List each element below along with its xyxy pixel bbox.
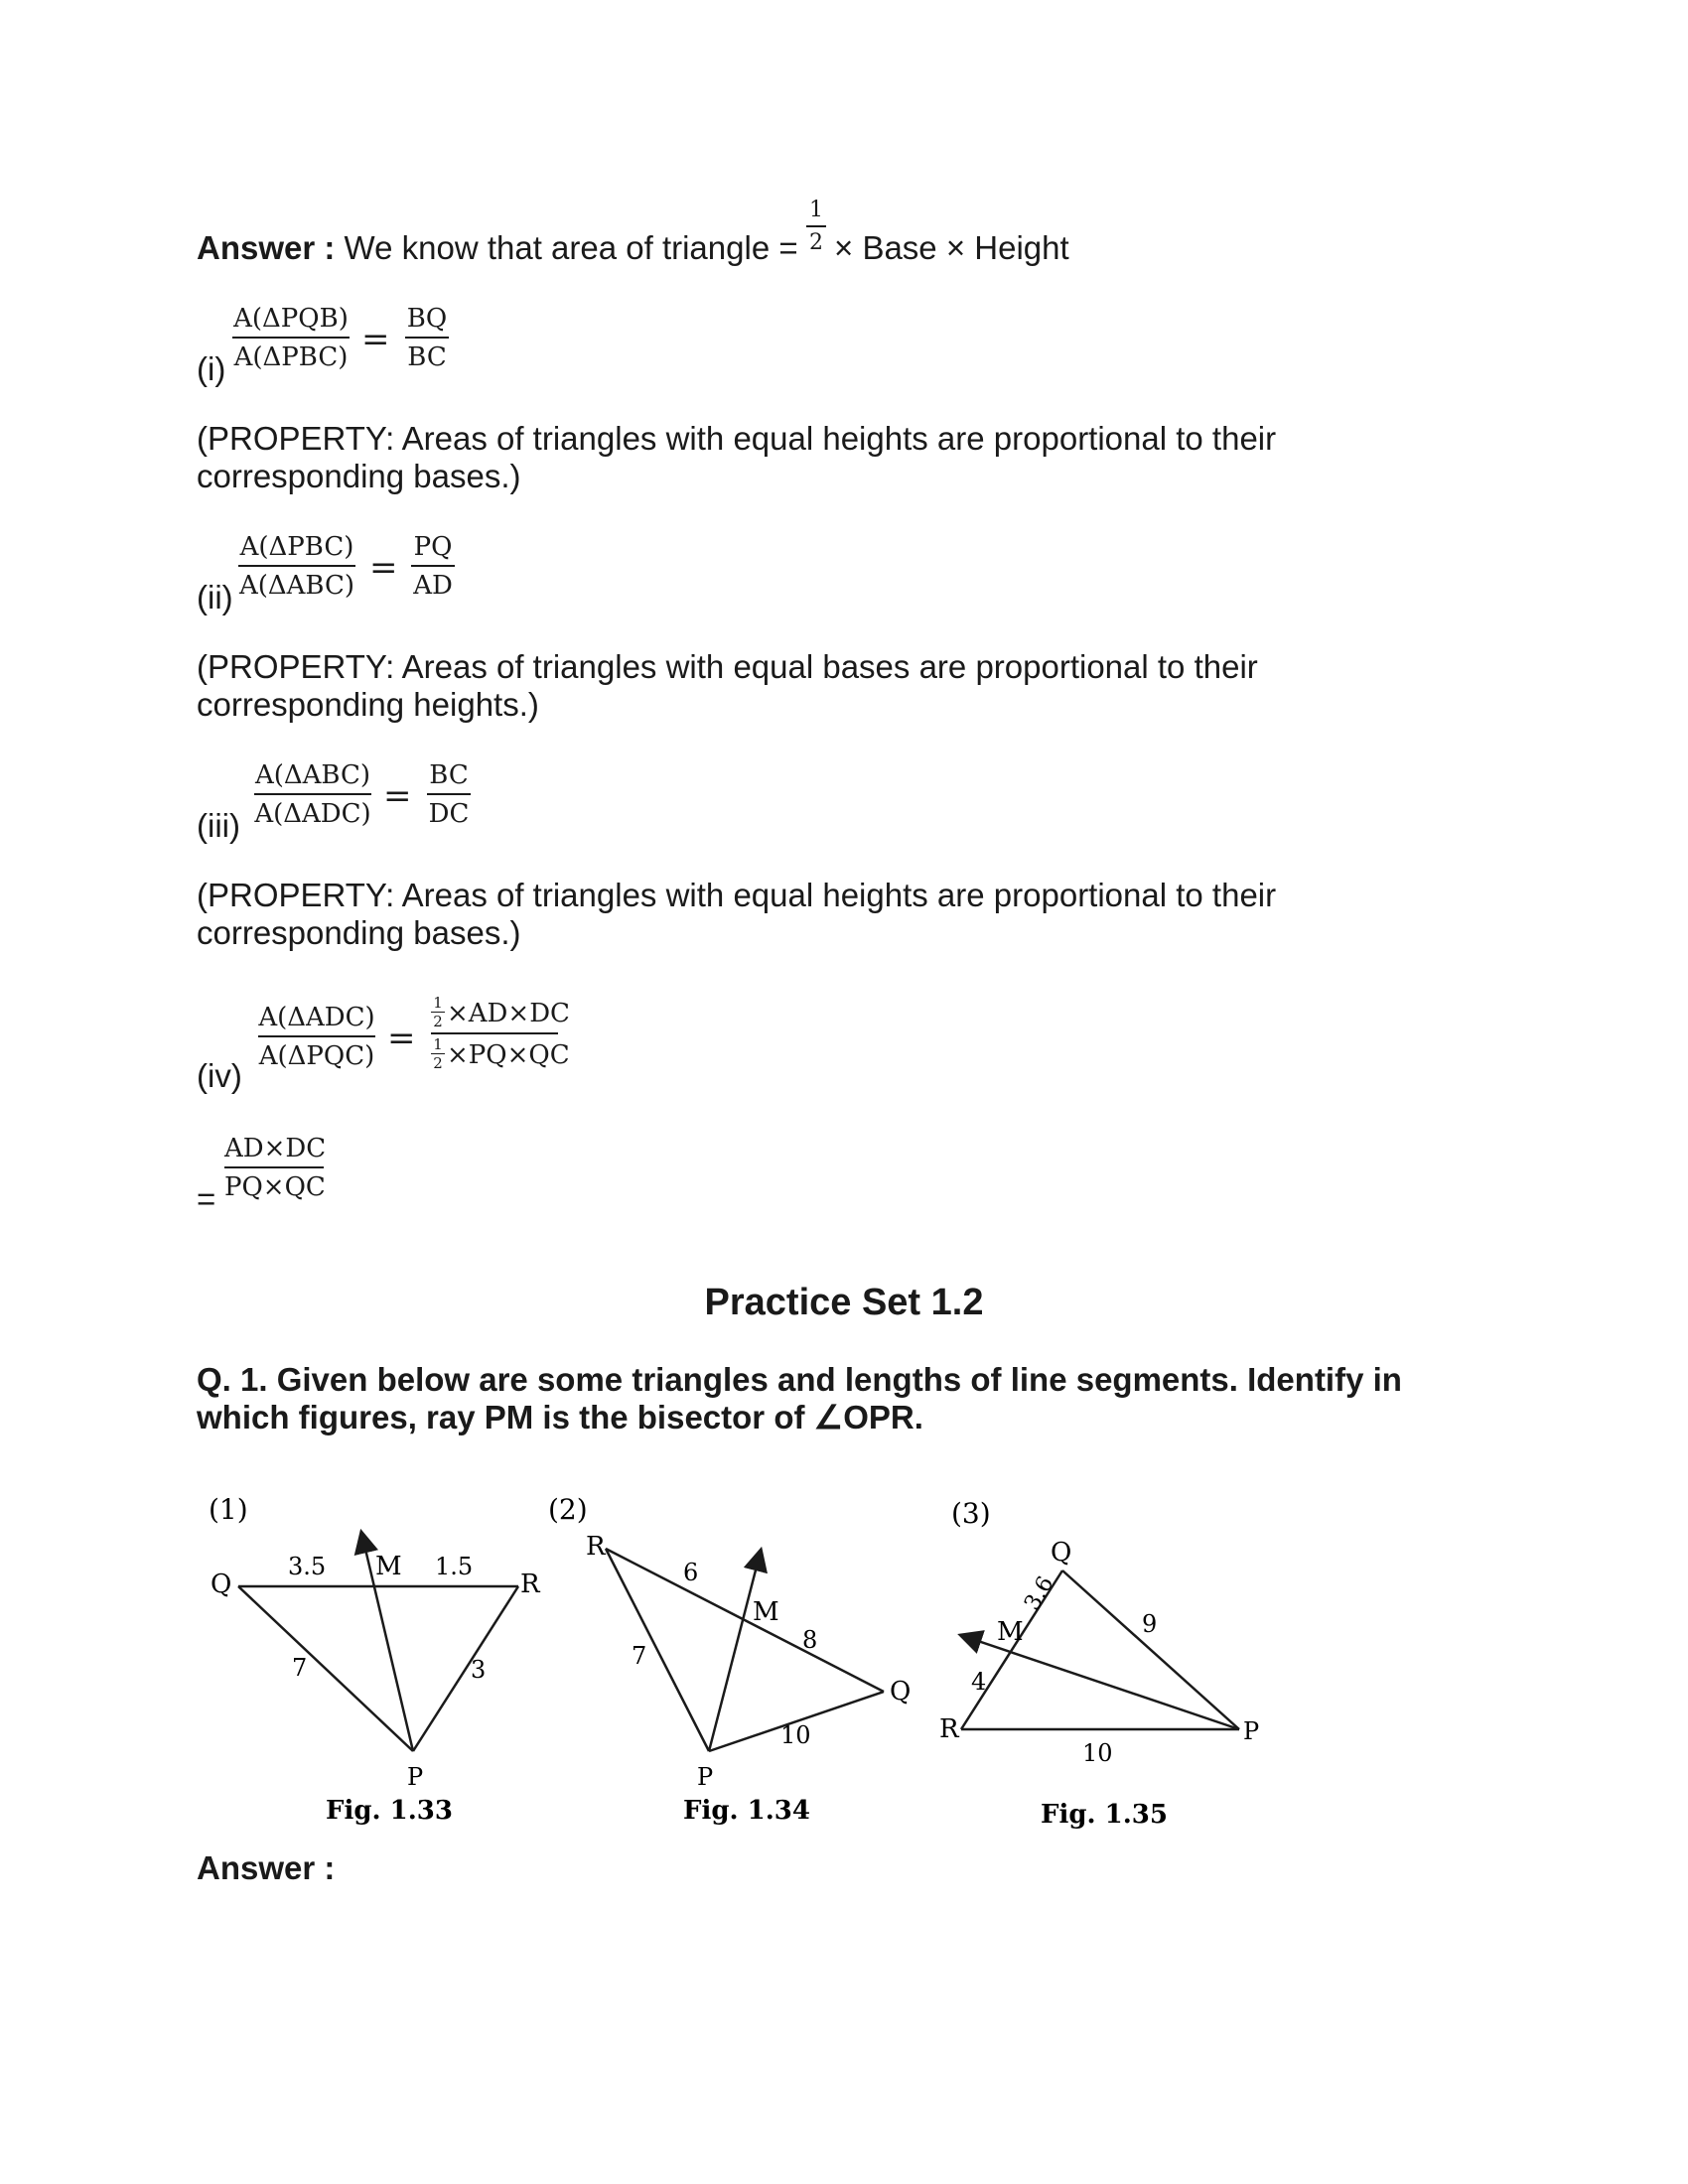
lhs-denominator: A(ΔPBC) <box>233 342 349 372</box>
item-marker-ii: (ii) <box>197 579 233 615</box>
figure-3 <box>939 1497 1259 1830</box>
vertex-p: P <box>1243 1717 1260 1745</box>
side-rq <box>606 1549 884 1692</box>
vertex-q: Q <box>211 1570 232 1599</box>
answer-label: Answer : <box>197 229 336 266</box>
half-numerator: 1 <box>433 994 443 1012</box>
vertex-m: M <box>375 1552 402 1581</box>
rhs-numerator: PQ <box>413 532 453 562</box>
length-qp: 7 <box>292 1654 308 1682</box>
item-marker-iv: (iv) <box>197 1057 242 1094</box>
length-mr: 4 <box>971 1668 987 1696</box>
vertex-q: Q <box>890 1677 912 1706</box>
vertex-p: P <box>407 1763 424 1791</box>
property-line: (PROPERTY: Areas of triangles with equal bases are proportional to their <box>197 648 1258 685</box>
vertex-r: R <box>939 1714 959 1744</box>
side-qp <box>1062 1570 1239 1729</box>
vertex-m: M <box>997 1617 1024 1647</box>
length-qm: 3.6 <box>1020 1571 1059 1615</box>
half-denominator: 2 <box>809 230 823 255</box>
lhs-numerator: A(ΔPQB) <box>233 304 349 334</box>
length-rp: 7 <box>632 1642 647 1670</box>
result-equals: = <box>197 1180 216 1217</box>
half-numerator: 1 <box>433 1035 443 1053</box>
lhs-denominator: A(ΔABC) <box>238 571 355 601</box>
lhs-numerator: A(ΔABC) <box>254 760 371 790</box>
property-line: (PROPERTY: Areas of triangles with equal heights are proportional to their <box>197 420 1277 457</box>
length-qp: 9 <box>1142 1610 1158 1638</box>
property-line: corresponding bases.) <box>197 914 521 951</box>
length-mr: 1.5 <box>435 1553 474 1580</box>
lhs-numerator: A(ΔPBC) <box>239 532 354 562</box>
lhs-denominator: A(ΔPQC) <box>258 1041 375 1071</box>
property-line: (PROPERTY: Areas of triangles with equal heights are proportional to their <box>197 877 1277 913</box>
rhs-numerator-rest: ×AD×DC <box>447 999 570 1028</box>
item-marker-iii: (iii) <box>197 807 240 844</box>
rhs-denominator: BC <box>407 342 447 372</box>
length-rm: 6 <box>683 1559 699 1586</box>
figure-caption: Fig. 1.34 <box>683 1796 810 1826</box>
vertex-q: Q <box>1051 1538 1072 1568</box>
area-formula-text: We know that area of triangle = <box>344 229 798 266</box>
figure-caption: Fig. 1.33 <box>326 1796 453 1826</box>
figure-number: (1) <box>209 1493 248 1526</box>
side-qp <box>238 1586 413 1751</box>
equals-sign: = <box>361 320 390 359</box>
section-title: Practice Set 1.2 <box>704 1282 984 1323</box>
figure-1 <box>209 1493 541 1826</box>
result-denominator: PQ×QC <box>224 1172 326 1202</box>
figure-number: (2) <box>548 1493 588 1526</box>
half-numerator: 1 <box>809 198 823 222</box>
side-rp <box>413 1586 518 1751</box>
length-pq: 10 <box>780 1721 811 1749</box>
half-denominator: 2 <box>433 1054 443 1072</box>
area-formula-tail: × Base × Height <box>834 229 1069 266</box>
rhs-numerator: BQ <box>406 304 448 334</box>
vertex-p: P <box>697 1763 714 1791</box>
question-line: Q. 1. Given below are some triangles and lengths of line segments. Identify in <box>197 1361 1402 1398</box>
half-denominator: 2 <box>433 1013 443 1030</box>
item-marker-i: (i) <box>197 350 226 387</box>
equals-sign: = <box>383 776 412 816</box>
result-numerator: AD×DC <box>224 1134 327 1163</box>
property-line: corresponding bases.) <box>197 458 521 494</box>
vertex-r: R <box>586 1532 606 1562</box>
lhs-numerator: A(ΔADC) <box>258 1003 375 1032</box>
rhs-denominator-rest: ×PQ×QC <box>447 1040 570 1070</box>
lhs-denominator: A(ΔADC) <box>254 799 371 829</box>
rhs-numerator: BC <box>429 760 469 790</box>
figure-number: (3) <box>951 1497 991 1530</box>
rhs-denominator: AD <box>413 571 453 601</box>
length-rp: 10 <box>1082 1739 1113 1767</box>
rhs-denominator: DC <box>428 799 470 829</box>
equals-sign: = <box>369 548 398 588</box>
length-mq: 8 <box>802 1626 818 1654</box>
length-rp: 3 <box>471 1656 487 1684</box>
vertex-r: R <box>520 1570 540 1599</box>
property-line: corresponding heights.) <box>197 686 539 723</box>
figure-2 <box>548 1493 911 1826</box>
answer-label: Answer : <box>197 1849 336 1886</box>
ray-pm <box>709 1559 759 1751</box>
ray-pm <box>969 1638 1239 1729</box>
figure-caption: Fig. 1.35 <box>1041 1800 1168 1830</box>
question-line: which figures, ray PM is the bisector of ∠OPR. <box>197 1399 923 1435</box>
vertex-m: M <box>753 1597 779 1627</box>
equals-sign: = <box>387 1019 416 1058</box>
length-qm: 3.5 <box>288 1553 327 1580</box>
